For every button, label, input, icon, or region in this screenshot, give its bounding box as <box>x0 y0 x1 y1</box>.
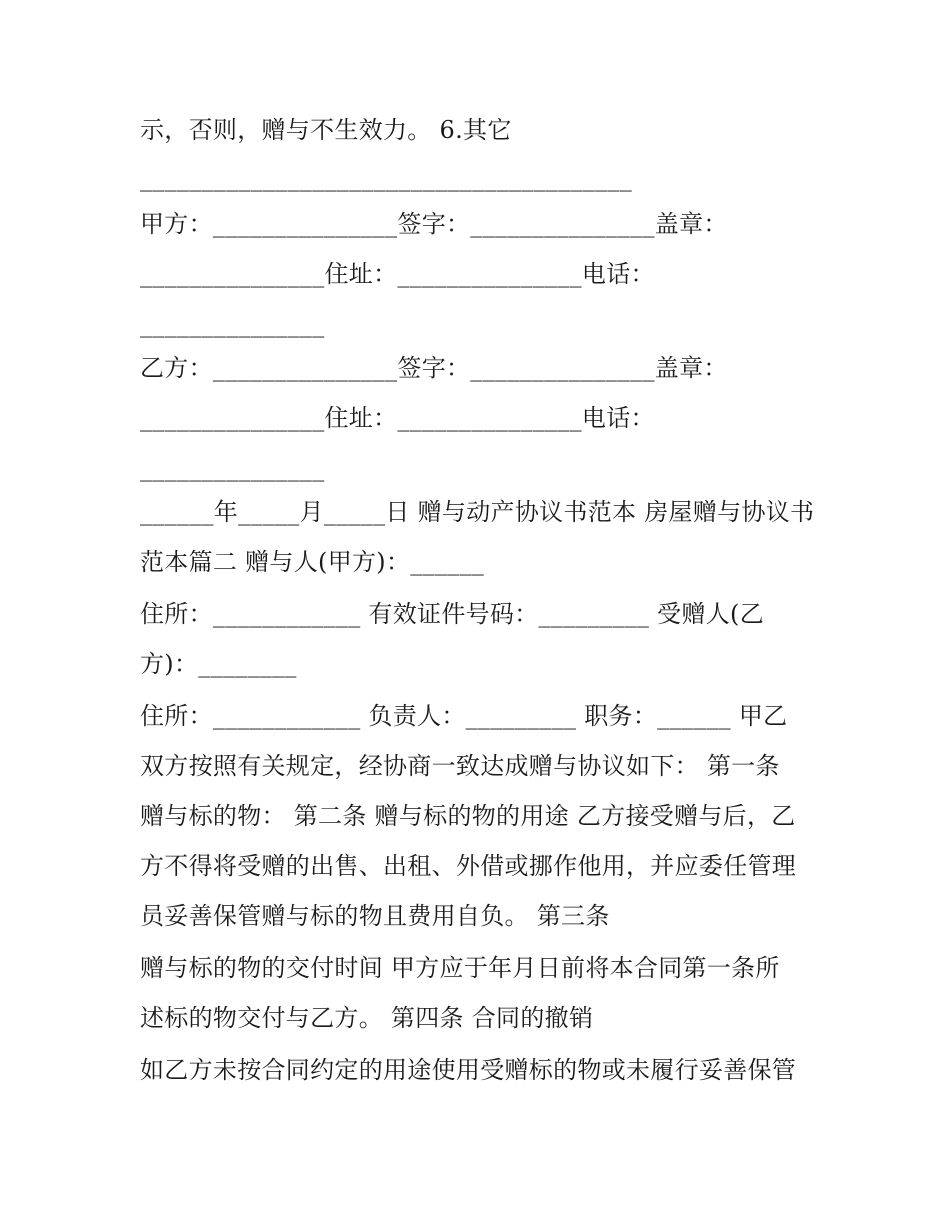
text-line: _______________住址：_______________电话： <box>140 404 655 432</box>
text-line: 示，否则，赠与不生效力。 6.其它 <box>140 116 512 144</box>
text-line: 如乙方未按合同约定的用途使用受赠标的物或未履行妥善保管 <box>140 1056 797 1084</box>
text-line: ______年_____月_____日 赠与动产协议书范本 房屋赠与协议书 <box>140 498 815 526</box>
text-line: 双方按照有关规定，经协商一致达成赠与协议如下： 第一条 <box>140 752 780 780</box>
text-line: 赠与标的物： 第二条 赠与标的物的用途 乙方接受赠与后，乙 <box>140 802 796 830</box>
text-line: _______________ <box>140 454 325 482</box>
text-line: 方)：________ <box>140 650 297 678</box>
text-line: 甲方：_______________签字：_______________盖章： <box>140 210 728 238</box>
text-line: 方不得将受赠的出售、出租、外借或挪作他用，并应委任管理 <box>140 852 797 880</box>
text-line: 住所：____________ 有效证件号码：_________ 受赠人(乙 <box>140 600 765 628</box>
text-line: 赠与标的物的交付时间 甲方应于年月日前将本合同第一条所 <box>140 954 780 982</box>
text-line: 述标的物交付与乙方。 第四条 合同的撤销 <box>140 1004 594 1032</box>
text-line: ________________________________________ <box>140 164 632 192</box>
text-line: 范本篇二 赠与人(甲方)：______ <box>140 548 485 576</box>
text-line: _______________住址：_______________电话： <box>140 260 655 288</box>
text-line: 住所：____________ 负责人：_________ 职务：______ 甲乙 <box>140 702 788 730</box>
text-line: _______________ <box>140 310 325 338</box>
text-line: 员妥善保管赠与标的物且费用自负。 第三条 <box>140 902 610 930</box>
text-line: 乙方：_______________签字：_______________盖章： <box>140 354 728 382</box>
